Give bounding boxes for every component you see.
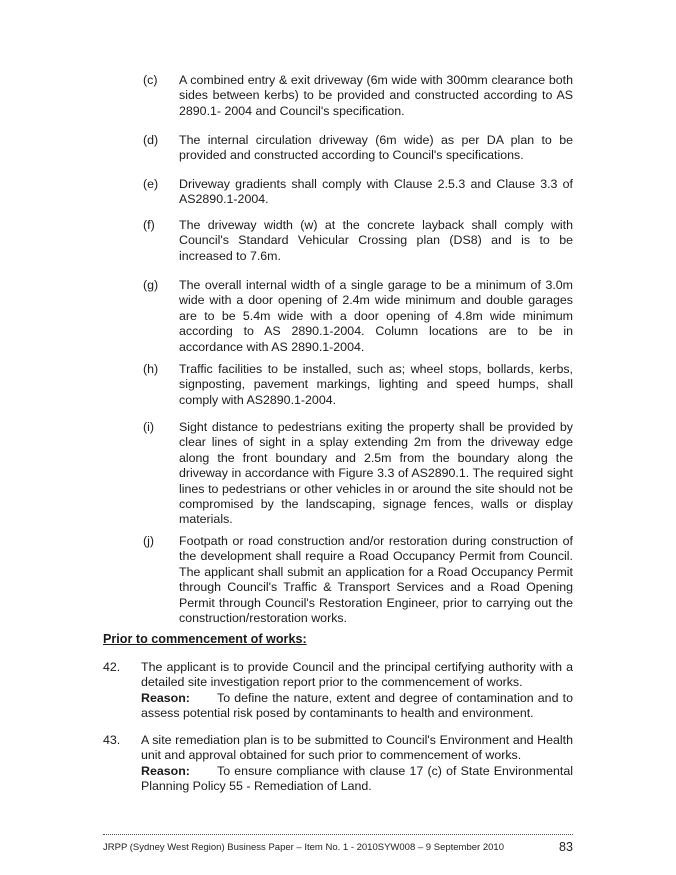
subitem-text: Driveway gradients shall comply with Clause 2.5.3 and Clause 3.3 of AS2890.1-2004.: [179, 177, 573, 207]
footer-divider: [103, 834, 573, 835]
subitem-text: Traffic facilities to be installed, such as; wheel stops, bollards, kerbs, signposting, pavement markings, lighting and speed humps, shall comply with AS2890.1-2004.: [179, 362, 573, 407]
reason-label: Reason:: [141, 763, 190, 778]
subitem-label: (h): [143, 362, 159, 376]
page-number: 83: [559, 840, 573, 854]
condition-body: [141, 660, 573, 722]
subitem-text: The internal circulation driveway (6m wide) as per DA plan to be provided and constructed according to Council's specifications.: [179, 133, 573, 163]
subitem-text: Sight distance to pedestrians exiting the property shall be provided by clear lines of sight in a splay extending 2m from the driveway edge along the front boundary and 2.5m from the boundary along the driveway in accordance with Figure 3.3 of AS2890.1. The required sight lines to pedestrians or other vehicles in or around the site should not be compromised by the landscaping, signage fences, walls or display materials.: [179, 420, 573, 527]
condition-number: 43.: [103, 733, 121, 747]
subitem-label: (j): [143, 534, 155, 548]
condition-number: 42.: [103, 660, 121, 674]
subitem-label: (d): [143, 133, 159, 147]
reason-text: To ensure compliance with clause 17 (c) of State Environmental Planning Policy 55 - Remediation of Land.: [141, 763, 573, 794]
subitem-label: (i): [143, 420, 155, 434]
subitem-text: Footpath or road construction and/or restoration during construction of the development shall require a Road Occupancy Permit from Council. The applicant shall submit an application for a Road Occupancy Permit through Council's Traffic & Transport Services and a Road Opening Permit through Council's Restoration Engineer, prior to carrying out the construction/restoration works.: [179, 534, 573, 626]
reason-text: To define the nature, extent and degree of contamination and to assess potential risk posed by contaminants to health and environment.: [141, 690, 573, 721]
subitem-label: (c): [143, 73, 158, 87]
section-heading: Prior to commencement of works:: [103, 632, 307, 646]
subitem-text: The overall internal width of a single garage to be a minimum of 3.0m wide with a door opening of 2.4m wide minimum and double garages are to be 5.4m wide with a door opening of 4.8m wide minimum according to AS 2890.1-2004. Column locations are to be in accordance with AS 2890.1-2004.: [179, 278, 573, 354]
subitem-label: (g): [143, 278, 159, 292]
condition-body: [141, 733, 573, 795]
subitem-label: (e): [143, 177, 159, 191]
condition-text: A site remediation plan is to be submitted to Council's Environment and Health unit and approval obtained for such prior to commencement of works.: [141, 733, 573, 763]
subitem-text: A combined entry & exit driveway (6m wide with 300mm clearance both sides between kerbs) to be provided and constructed according to AS 2890.1- 2004 and Council's specification.: [179, 73, 573, 118]
condition-text: The applicant is to provide Council and the principal certifying authority with a detailed site investigation report prior to the commencement of works.: [141, 660, 573, 690]
reason-label: Reason:: [141, 690, 190, 705]
subitem-text: The driveway width (w) at the concrete layback shall comply with Council's Standard Vehicular Crossing plan (DS8) and is to be increased to 7.6m.: [179, 218, 573, 263]
subitem-label: (f): [143, 218, 155, 232]
footer-text: JRPP (Sydney West Region) Business Paper – Item No. 1 - 2010SYW008 – 9 September 2010: [103, 842, 504, 853]
